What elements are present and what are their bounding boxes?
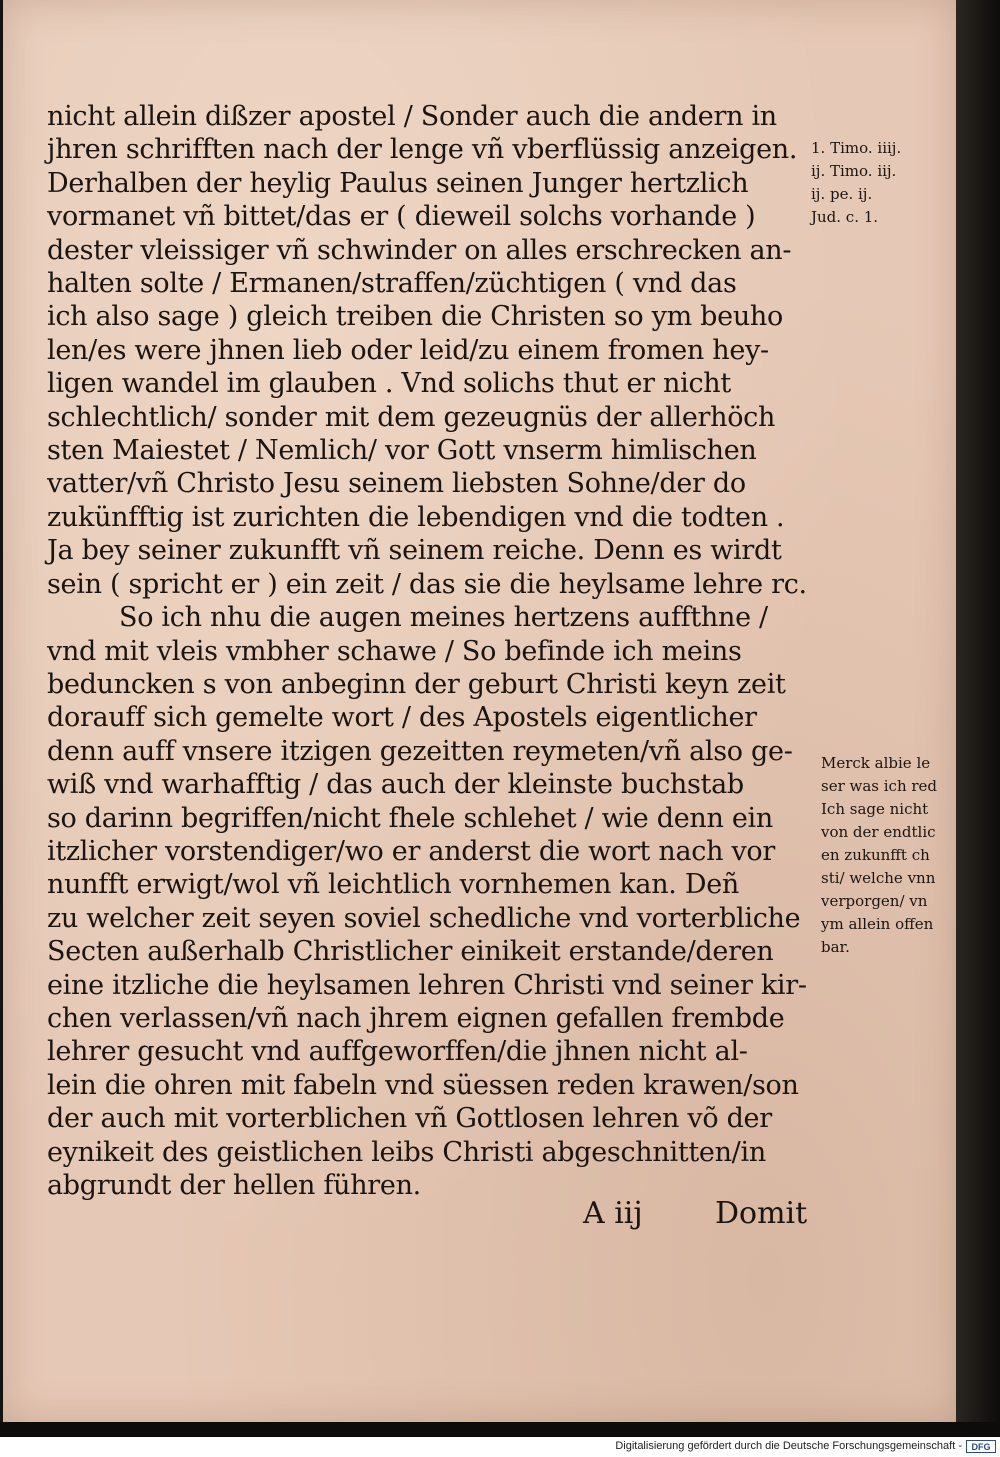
scan-background-bottom (0, 1422, 1000, 1437)
text-line: ich also sage ) gleich treiben die Christen so ym beuho (47, 301, 783, 333)
text-line: Derhalben der heylig Paulus seinen Junger hertzlich (47, 167, 749, 199)
margin-note-line: en zukunfft ch (821, 846, 930, 864)
text-line: vnd mit vleis vmbher schawe / So befinde ich meins (47, 635, 742, 667)
text-line: eynikeit des geistlichen leibs Christi abgeschnitten/in (47, 1136, 766, 1168)
margin-note-line: 1. Timo. iiij. (811, 139, 902, 157)
margin-note-gloss (821, 752, 937, 959)
margin-note-line: bar. (821, 938, 850, 956)
text-line: abgrundt der hellen führen. (47, 1170, 421, 1201)
text-line: Ja bey seiner zukunfft vñ seinem reiche. Denn es wirdt (47, 535, 782, 567)
margin-note-line: Ich sage nicht (821, 800, 929, 818)
text-line: ligen wandel im glauben . Vnd solichs thut er nicht (47, 368, 731, 400)
margin-note-scripture-references (811, 137, 901, 229)
text-line: lehrer gesucht vnd auffgeworffen/die jhnen nicht al- (47, 1036, 748, 1068)
text-line: lein die ohren mit fabeln vnd süessen reden krawen/son (47, 1069, 799, 1101)
text-line: halten solte / Ermanen/straffen/züchtigen ( vnd das (47, 268, 737, 300)
margin-note-line: ym allein offen (821, 915, 934, 933)
text-line: vatter/vñ Christo Jesu seinem liebsten Sohne/der do (47, 468, 746, 500)
text-line: dorauff sich gemelte wort / des Apostels eigentlicher (47, 702, 757, 734)
text-line: jhren schrifften nach der lenge vñ vberflüssig anzeigen. (47, 134, 798, 166)
margin-note-line: sti/ welche vnn (821, 869, 936, 887)
scan-background-edge (956, 0, 1000, 1437)
catchword: Domit (715, 1196, 808, 1231)
text-line: vormanet vñ bittet/das er ( dieweil solchs vorhande ) (47, 201, 756, 233)
signature-mark: A iij (583, 1196, 643, 1231)
text-line: itzlicher vorstendiger/wo er anderst die wort nach vor (47, 835, 775, 867)
margin-note-line: verporgen/ vn (821, 892, 928, 910)
text-line: Secten außerhalb Christlicher einikeit erstande/deren (47, 936, 774, 968)
text-line: beduncken s von anbeginn der geburt Christi keyn zeit (47, 668, 786, 700)
text-line: nicht allein dißzer apostel / Sonder auch die andern in (47, 101, 777, 132)
text-line: der auch mit vorterblichen vñ Gottlosen lehren võ der (47, 1103, 772, 1135)
text-line: sten Maiestet / Nemlich/ vor Gott vnserm himlischen (47, 435, 757, 467)
text-line: schlechtlich/ sonder mit dem gezeugnüs der allerhöch (47, 401, 776, 433)
margin-note-line: Merck albie le (821, 754, 931, 772)
text-line: chen verlassen/vñ nach jhrem eignen gefallen frembde (47, 1002, 785, 1034)
text-line: denn auff vnsere itzigen gezeitten reymeten/vñ also ge- (47, 735, 793, 767)
text-line: len/es were jhnen lieb oder leid/zu einem fromen hey- (47, 334, 769, 366)
margin-note-line: ij. pe. ij. (811, 185, 873, 203)
margin-note-line: ij. Timo. iij. (811, 162, 897, 180)
text-line: eine itzliche die heylsamen lehren Christi vnd seiner kir- (47, 969, 807, 1001)
funding-credit-text: Digitalisierung gefördert durch die Deutsche Forschungsgemeinschaft - (615, 1440, 962, 1452)
text-line: zu welcher zeit seyen soviel schedliche vnd vorterbliche (47, 902, 801, 934)
text-line: wiß vnd warhafftig / das auch der kleinste buchstab (47, 769, 744, 801)
margin-note-line: ser was ich red (821, 777, 938, 795)
margin-note-line: Jud. c. 1. (811, 208, 879, 226)
text-line-paragraph-start: So ich nhu die augen meines hertzens auffthne / (119, 602, 768, 634)
margin-note-line: von der endtlic (821, 823, 936, 841)
digitization-footer (0, 1437, 1000, 1457)
text-line: so darinn begriffen/nicht fhele schlehet / wie denn ein (47, 802, 773, 834)
dfg-logo[interactable]: DFG (966, 1440, 996, 1453)
text-line: nunfft erwigt/wol vñ leichtlich vornhemen kan. Deñ (47, 869, 739, 901)
text-line: zukünfftig ist zurichten die lebendigen vnd die todten . (47, 501, 785, 533)
paper-page (3, 0, 956, 1422)
main-text-block (47, 100, 827, 1202)
text-line: dester vleissiger vñ schwinder on alles erschrecken an- (47, 234, 792, 266)
text-line: sein ( spricht er ) ein zeit / das sie die heylsame lehre rc. (47, 568, 807, 600)
